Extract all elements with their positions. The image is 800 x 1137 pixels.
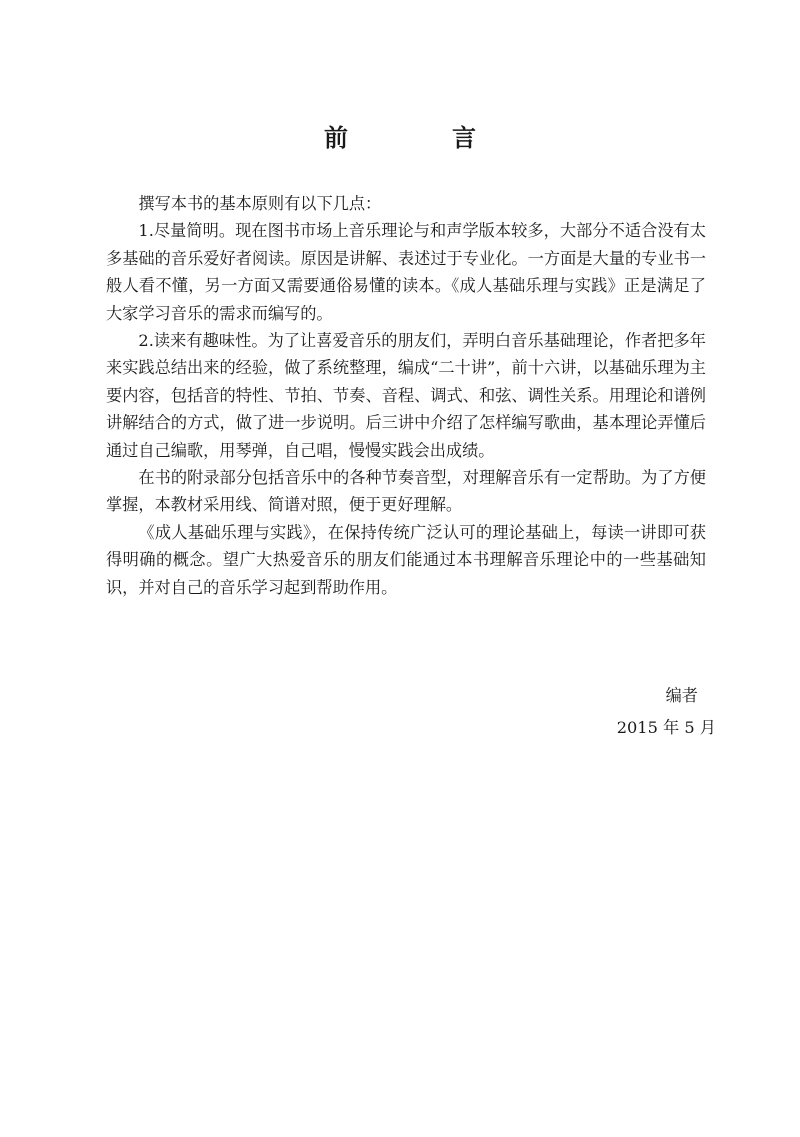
preface-body [106,190,706,601]
paragraph-closing: 《成人基础乐理与实践》，在保持传统广泛认可的理论基础上，每读一讲即可获得明确的概念。望广大热爱音乐的朋友们能通过本书理解音乐理论中的一些基础知识，并对自己的音乐学习起到帮助作用。 [106,522,706,597]
page-title: 前 言 [324,124,516,152]
paragraph-principle-1: 1.尽量简明。现在图书市场上音乐理论与和声学版本较多，大部分不适合没有太多基础的音乐爱好者阅读。原因是讲解、表述过于专业化。一方面是大量的专业书一般人看不懂，另一方面又需要通俗易懂的读本。《成人基础乐理与实践》正是满足了大家学习音乐的需求而编写的。 [106,221,706,323]
paragraph-intro: 撰写本书的基本原则有以下几点： [138,194,382,213]
signature-date: 2015 年 5 月 [616,718,716,737]
paragraph-principle-2: 2.读来有趣味性。为了让喜爱音乐的朋友们，弄明白音乐基础理论，作者把多年来实践总结出来的经验，做了系统整理，编成“二十讲”，前十六讲，以基础乐理为主要内容，包括音的特性、节拍、节奏、音程、调式、和弦、调性关系。用理论和谱例讲解结合的方式，做了进一步说明。后三讲中介绍了怎样编写歌曲，基本理论弄懂后通过自己编歌，用琴弹，自己唱，慢慢实践会出成绩。 [106,331,706,460]
paragraph-appendix: 在书的附录部分包括音乐中的各种节奏音型，对理解音乐有一定帮助。为了方便掌握，本教材采用线、简谱对照，便于更好理解。 [106,468,706,515]
signature-author: 编者 [665,686,698,705]
signature-block [617,680,716,744]
